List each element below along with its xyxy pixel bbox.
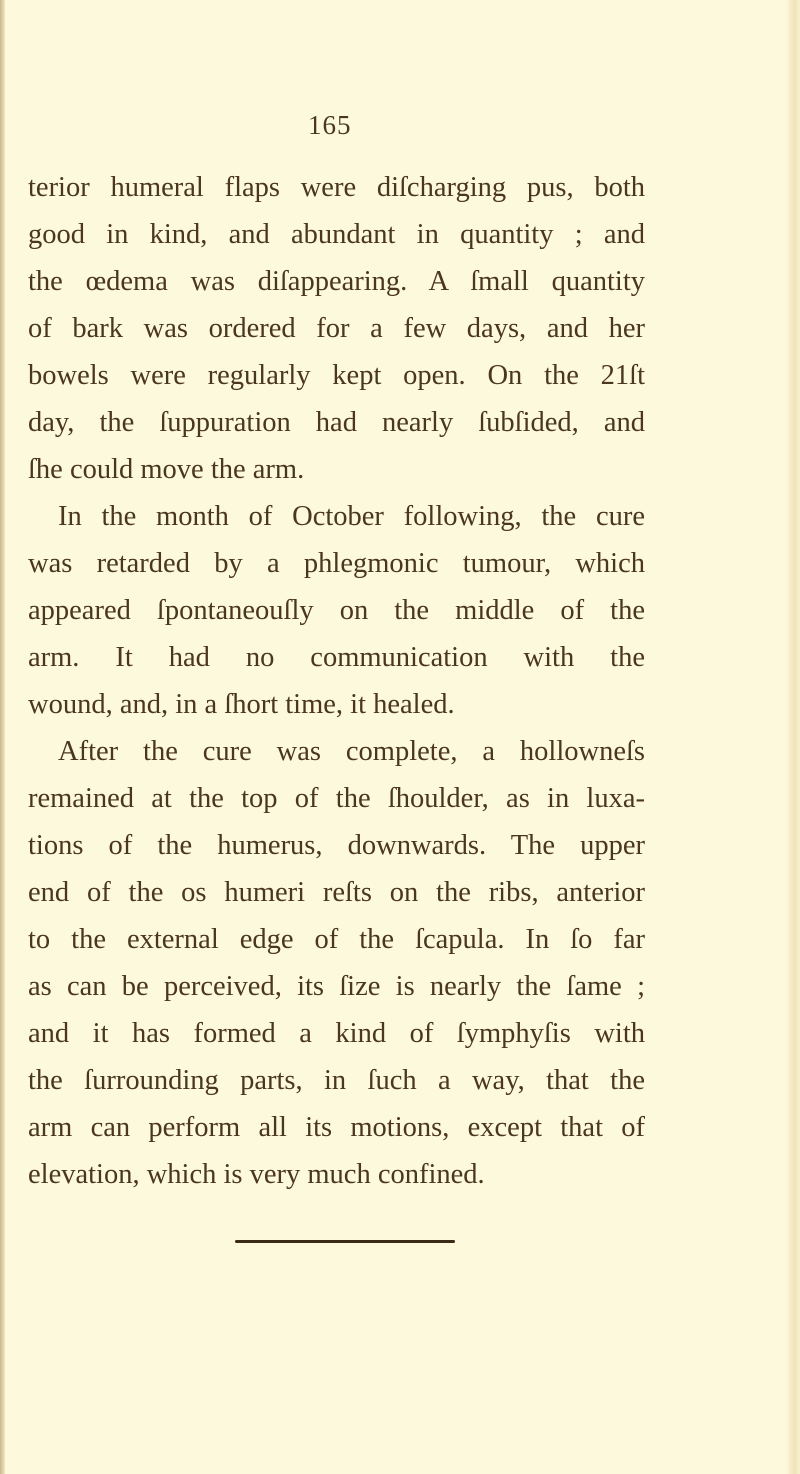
text-line: wound, and, in a ſhort time, it healed. <box>28 689 455 720</box>
text-line: end of the os humeri reſts on the ribs, anterior <box>28 877 645 908</box>
text-line: elevation, which is very much confined. <box>28 1159 485 1190</box>
text-line: day, the ſuppuration had nearly ſubſided, and <box>28 407 645 438</box>
text-line: bowels were regularly kept open. On the 21ſt <box>28 360 645 391</box>
text-line: In the month of October following, the cure <box>58 501 645 532</box>
text-line: was retarded by a phlegmonic tumour, which <box>28 548 645 579</box>
text-line: remained at the top of the ſhoulder, as in luxa- <box>28 783 645 814</box>
text-line: After the cure was complete, a hollowneſs <box>58 736 645 767</box>
text-line: arm. It had no communication with the <box>28 642 645 673</box>
section-divider-rule <box>235 1240 455 1243</box>
page-number: 165 <box>308 110 352 140</box>
text-line: and it has formed a kind of ſymphyſis with <box>28 1018 645 1049</box>
text-line: the œdema was diſappearing. A ſmall quantity <box>28 266 645 297</box>
text-line: to the external edge of the ſcapula. In ſo far <box>28 924 645 955</box>
page-edge-right <box>786 0 800 1474</box>
text-line: ſhe could move the arm. <box>28 454 305 485</box>
text-line: tions of the humerus, downwards. The upper <box>28 830 645 861</box>
page-edge-left <box>0 0 5 1474</box>
text-line: of bark was ordered for a few days, and her <box>28 313 645 344</box>
text-line: good in kind, and abundant in quantity ; and <box>28 219 645 250</box>
text-line: arm can perform all its motions, except that of <box>28 1112 645 1143</box>
text-line: terior humeral flaps were diſcharging pus, both <box>28 172 645 203</box>
body-text <box>28 164 645 1198</box>
text-line: the ſurrounding parts, in ſuch a way, that the <box>28 1065 645 1096</box>
text-line: appeared ſpontaneouſly on the middle of the <box>28 595 645 626</box>
text-line: as can be perceived, its ſize is nearly the ſame ; <box>28 971 645 1002</box>
